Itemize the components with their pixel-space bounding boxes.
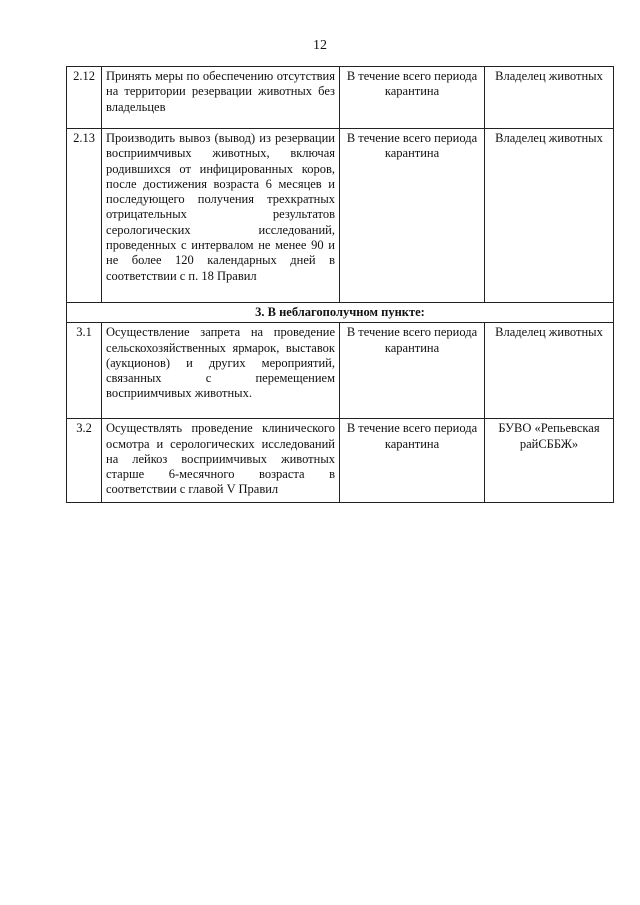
action-text: Осуществление запрета на проведение сельскохозяйственных ярмарок, выставок (аукционов) и других мероприятий, связанных с перемещением восприимчивых животных. — [102, 323, 340, 419]
responsible-text: Владелец животных — [485, 129, 614, 303]
section-title: 3. В неблагополучном пункте: — [67, 303, 614, 323]
row-number: 2.12 — [67, 67, 102, 129]
action-text: Осуществлять проведение клинического осмотра и серологических исследований на лейкоз восприимчивых животных старше 6-месячного возраста в соответствии с главой V Правил — [102, 419, 340, 503]
section-row — [67, 303, 614, 323]
table-row — [67, 323, 614, 419]
page-number: 12 — [313, 38, 327, 53]
action-text: Принять меры по обеспечению отсутствия на территории резервации животных без владельцев — [102, 67, 340, 129]
term-text: В течение всего периода карантина — [340, 419, 485, 503]
table-row — [67, 129, 614, 303]
row-number: 3.1 — [67, 323, 102, 419]
responsible-text: БУВО «Репьевская райСББЖ» — [485, 419, 614, 503]
responsible-text: Владелец животных — [485, 323, 614, 419]
row-number: 2.13 — [67, 129, 102, 303]
table-row — [67, 67, 614, 129]
term-text: В течение всего периода карантина — [340, 323, 485, 419]
term-text: В течение всего периода карантина — [340, 129, 485, 303]
table-row — [67, 419, 614, 503]
row-number: 3.2 — [67, 419, 102, 503]
responsible-text: Владелец животных — [485, 67, 614, 129]
measures-table — [66, 66, 614, 503]
term-text: В течение всего периода карантина — [340, 67, 485, 129]
action-text: Производить вывоз (вывод) из резервации восприимчивых животных, включая родившихся от инфицированных коров, после достижения возраста 6 месяцев и последующего получения трехкратных отрицательных результатов серологических исследований, проведенных с интервалом не менее 90 и не более 120 календарных дней в соответствии с п. 18 Правил — [102, 129, 340, 303]
